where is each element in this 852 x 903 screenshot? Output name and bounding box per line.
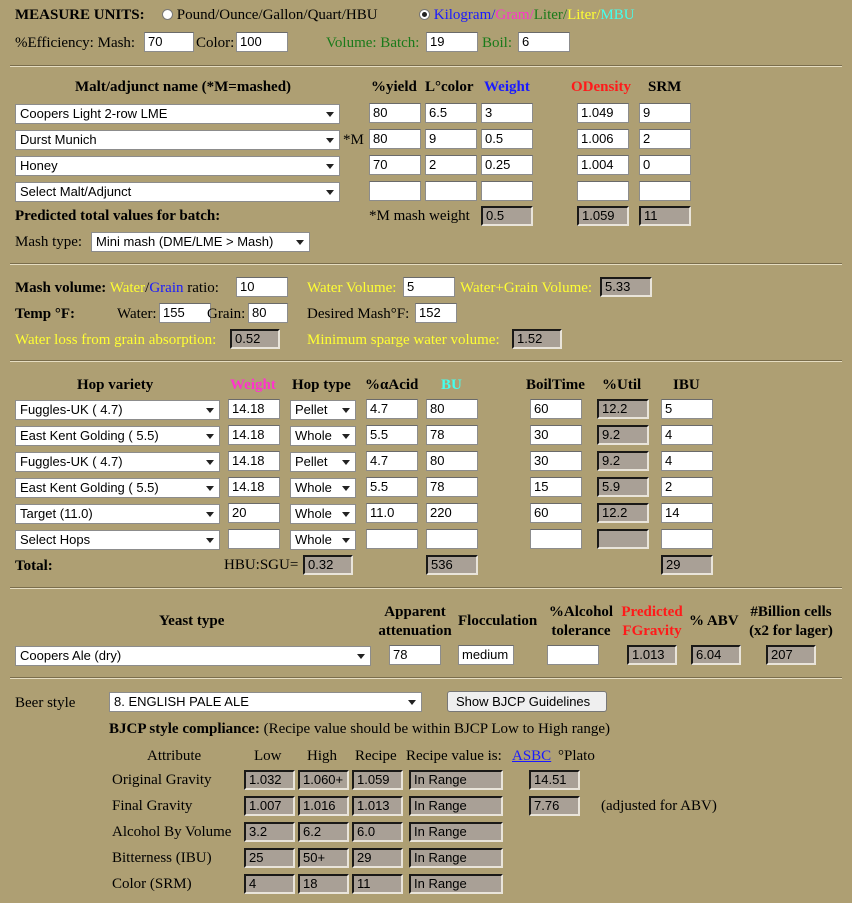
water-grain-volume-label: Water+Grain Volume: — [460, 280, 593, 296]
hop-variety-select[interactable]: Fuggles-UK ( 4.7) — [15, 400, 220, 420]
hop-ibu-input[interactable] — [661, 529, 713, 549]
divider — [10, 677, 842, 679]
hop-acid-input[interactable]: 4.7 — [366, 399, 418, 419]
style-status-value: In Range — [409, 848, 503, 868]
style-note: (adjusted for ABV) — [601, 798, 717, 814]
hop-ibu-header: IBU — [673, 377, 700, 393]
malt-name-select[interactable]: Select Malt/Adjunct — [15, 182, 340, 202]
malt-weight-input[interactable]: 3 — [481, 103, 533, 123]
malt-srm-input[interactable]: 9 — [639, 103, 691, 123]
compliance-note: (Recipe value should be within BJCP Low to High range) — [259, 721, 611, 737]
style-plato-value: 14.51 — [529, 770, 580, 790]
hop-weight-input[interactable]: 14.18 — [228, 399, 280, 419]
water-temp-label: Water: — [117, 306, 157, 322]
style-low-value: 4 — [244, 874, 295, 894]
malt-odensity-input[interactable] — [577, 181, 629, 201]
style-low-value: 25 — [244, 848, 295, 868]
style-recipe-value: 1.059 — [352, 770, 403, 790]
hop-boiltime-input[interactable]: 60 — [530, 503, 582, 523]
hop-util-value: 9.2 — [597, 451, 649, 471]
sparge-volume-value: 1.52 — [512, 329, 562, 349]
metric-radio[interactable] — [419, 9, 430, 20]
ratio-water-label: Water — [109, 280, 146, 296]
hop-variety-select[interactable]: East Kent Golding ( 5.5) — [15, 478, 220, 498]
malt-color-input[interactable]: 2 — [425, 155, 477, 175]
billion-cells-line1: #Billion cells — [750, 604, 832, 620]
asbc-link[interactable]: ASBC — [512, 748, 552, 764]
total-odensity-value: 1.059 — [577, 206, 629, 226]
malt-color-header: L°color — [425, 79, 474, 95]
hop-ibu-input[interactable]: 4 — [661, 425, 713, 445]
hbu-sgu-label: HBU:SGU= — [224, 557, 299, 573]
water-temp-input[interactable]: 155 — [159, 303, 211, 323]
batch-volume-input[interactable]: 19 — [426, 32, 478, 52]
malt-weight-input[interactable]: 0.25 — [481, 155, 533, 175]
hop-weight-input[interactable]: 14.18 — [228, 425, 280, 445]
malt-yield-header: %yield — [371, 79, 417, 95]
hop-variety-select[interactable]: Select Hops — [15, 530, 220, 550]
hop-acid-input[interactable] — [366, 529, 418, 549]
water-loss-label: Water loss from grain absorption: — [15, 332, 217, 348]
metric-liter: Liter — [533, 7, 563, 23]
hop-weight-input[interactable]: 14.18 — [228, 477, 280, 497]
style-low-value: 1.007 — [244, 796, 295, 816]
malt-yield-input[interactable] — [369, 181, 421, 201]
malt-name-select[interactable]: Durst Munich — [15, 130, 340, 150]
malt-srm-header: SRM — [648, 79, 682, 95]
hop-bu-header: BU — [441, 377, 462, 393]
style-high-value: 1.060+ — [298, 770, 349, 790]
yeast-type-header: Yeast type — [159, 613, 225, 629]
malt-total-label: Predicted total values for batch: — [15, 208, 221, 224]
grain-temp-label: Grain: — [207, 306, 246, 322]
style-status-value: In Range — [409, 796, 503, 816]
divider — [10, 587, 842, 589]
hop-ibu-input[interactable]: 2 — [661, 477, 713, 497]
boil-label: Boil: — [482, 35, 513, 51]
hop-variety-select[interactable]: Fuggles-UK ( 4.7) — [15, 452, 220, 472]
style-attribute-label: Original Gravity — [112, 772, 212, 788]
malt-color-input[interactable] — [425, 181, 477, 201]
hop-util-value: 9.2 — [597, 425, 649, 445]
hop-acid-input[interactable]: 5.5 — [366, 425, 418, 445]
recipe-header: Recipe — [355, 748, 397, 764]
hop-type-select[interactable]: Pellet — [290, 400, 356, 420]
hop-util-value — [597, 529, 649, 549]
hop-bu-input[interactable]: 78 — [426, 477, 478, 497]
attribute-header: Attribute — [147, 748, 202, 764]
hop-boiltime-input[interactable]: 60 — [530, 399, 582, 419]
hop-weight-input[interactable]: 14.18 — [228, 451, 280, 471]
attenuation-input[interactable]: 78 — [389, 645, 441, 665]
abv-header: % ABV — [689, 613, 739, 629]
hop-variety-select[interactable]: East Kent Golding ( 5.5) — [15, 426, 220, 446]
compliance-title: BJCP style compliance: — [109, 721, 260, 737]
malt-srm-input[interactable]: 0 — [639, 155, 691, 175]
style-high-value: 1.016 — [298, 796, 349, 816]
metric-slash: / — [596, 7, 601, 23]
metric-gram: Gram — [495, 7, 530, 23]
style-attribute-label: Alcohol By Volume — [112, 824, 232, 840]
mash-volume-label: Mash volume: — [15, 280, 107, 296]
total-ibu-value: 29 — [661, 555, 713, 575]
style-high-value: 6.2 — [298, 822, 349, 842]
abv-value: 6.04 — [691, 645, 741, 665]
water-loss-value: 0.52 — [230, 329, 280, 349]
style-recipe-value: 11 — [352, 874, 403, 894]
malt-srm-input[interactable]: 2 — [639, 129, 691, 149]
hop-type-select[interactable]: Pellet — [290, 452, 356, 472]
mash-weight-value: 0.5 — [481, 206, 533, 226]
style-high-value: 50+ — [298, 848, 349, 868]
malt-weight-input[interactable]: 0.5 — [481, 129, 533, 149]
hop-variety-select[interactable]: Target (11.0) — [15, 504, 220, 524]
hop-total-label: Total: — [15, 558, 53, 574]
predicted-fg-line2: FGravity — [622, 623, 682, 639]
grain-temp-input[interactable]: 80 — [248, 303, 288, 323]
malt-yield-input[interactable]: 70 — [369, 155, 421, 175]
show-bjcp-guidelines-button[interactable]: Show BJCP Guidelines — [447, 691, 607, 712]
divider — [10, 65, 842, 67]
style-attribute-label: Color (SRM) — [112, 876, 192, 892]
malt-color-input[interactable]: 9 — [425, 129, 477, 149]
metric-mbu: MBU — [600, 7, 635, 23]
units-metric-option[interactable] — [419, 7, 635, 24]
hop-bu-input[interactable]: 220 — [426, 503, 478, 523]
ratio-grain-label: Grain — [149, 280, 184, 296]
style-status-value: In Range — [409, 874, 503, 894]
alcohol-tolerance-line1: %Alcohol — [548, 604, 614, 620]
hop-bu-input[interactable]: 78 — [426, 425, 478, 445]
metric-slash: / — [529, 7, 534, 23]
boil-volume-input[interactable]: 6 — [518, 32, 570, 52]
units-label: MEASURE UNITS: — [15, 7, 145, 23]
plato-header: °Plato — [558, 748, 595, 764]
hop-boiltime-input[interactable]: 15 — [530, 477, 582, 497]
billion-cells-value: 207 — [766, 645, 816, 665]
imperial-label: Pound/Ounce/Gallon/Quart/HBU — [176, 7, 378, 23]
hop-variety-header: Hop variety — [77, 377, 154, 393]
hop-type-select[interactable]: Whole — [290, 504, 356, 524]
malt-weight-input[interactable] — [481, 181, 533, 201]
hop-acid-header: %αAcid — [365, 377, 419, 393]
style-attribute-label: Bitterness (IBU) — [112, 850, 212, 866]
hop-type-header: Hop type — [292, 377, 351, 393]
style-status-value: In Range — [409, 822, 503, 842]
attenuation-header-line1: Apparent — [384, 604, 446, 620]
water-volume-label: Water Volume: — [307, 280, 397, 296]
style-attribute-label: Final Gravity — [112, 798, 193, 814]
beer-style-label: Beer style — [15, 695, 76, 711]
malt-odensity-input[interactable]: 1.049 — [577, 103, 629, 123]
hop-type-select[interactable]: Whole — [290, 426, 356, 446]
malt-odensity-input[interactable]: 1.006 — [577, 129, 629, 149]
malt-odensity-header: ODensity — [571, 79, 631, 95]
ratio-slash: / — [145, 280, 150, 296]
predicted-fg-header — [617, 603, 687, 641]
billion-cells-line2: (x2 for lager) — [749, 623, 833, 639]
desired-mash-temp-input[interactable]: 152 — [415, 303, 457, 323]
ratio-label: ratio: — [183, 280, 219, 296]
hop-acid-input[interactable]: 11.0 — [366, 503, 418, 523]
hop-boiltime-input[interactable]: 30 — [530, 425, 582, 445]
color-efficiency-input[interactable]: 100 — [236, 32, 288, 52]
divider — [10, 360, 842, 362]
hop-bu-input[interactable] — [426, 529, 478, 549]
hop-weight-header: Weight — [230, 377, 276, 393]
volume-batch-label: Volume: Batch: — [326, 35, 420, 51]
mash-efficiency-input[interactable]: 70 — [144, 32, 194, 52]
divider — [10, 263, 842, 265]
hop-util-value: 12.2 — [597, 503, 649, 523]
hop-util-value: 12.2 — [597, 399, 649, 419]
hop-bu-input[interactable]: 80 — [426, 451, 478, 471]
desired-mash-temp-label: Desired Mash°F: — [307, 306, 410, 322]
hop-ibu-input[interactable]: 5 — [661, 399, 713, 419]
mashed-marker: *M — [343, 132, 364, 148]
yeast-type-select[interactable]: Coopers Ale (dry) — [15, 646, 371, 666]
style-high-value: 18 — [298, 874, 349, 894]
attenuation-header — [372, 603, 458, 641]
mash-type-select[interactable]: Mini mash (DME/LME > Mash) — [91, 232, 310, 252]
hop-ibu-input[interactable]: 4 — [661, 451, 713, 471]
hop-type-select[interactable]: Whole — [290, 478, 356, 498]
malt-name-select[interactable]: Coopers Light 2-row LME — [15, 104, 340, 124]
imperial-radio[interactable] — [162, 9, 173, 20]
low-header: Low — [254, 748, 282, 764]
hop-acid-input[interactable]: 4.7 — [366, 451, 418, 471]
flocculation-header: Flocculation — [458, 613, 538, 629]
hop-acid-input[interactable]: 5.5 — [366, 477, 418, 497]
hop-boiltime-input[interactable]: 30 — [530, 451, 582, 471]
alcohol-tolerance-header — [545, 603, 617, 641]
hop-type-select[interactable]: Whole — [290, 530, 356, 550]
water-grain-ratio-input[interactable]: 10 — [236, 277, 288, 297]
alcohol-tolerance-line2: tolerance — [551, 623, 611, 639]
style-low-value: 1.032 — [244, 770, 295, 790]
water-grain-volume-value: 5.33 — [600, 277, 652, 297]
hop-util-header: %Util — [602, 377, 642, 393]
predicted-fg-value: 1.013 — [627, 645, 677, 665]
metric-liter-2: Liter — [567, 7, 597, 23]
mash-volume-row — [15, 280, 219, 297]
billion-cells-header — [744, 603, 838, 641]
malt-color-input[interactable]: 6.5 — [425, 103, 477, 123]
style-low-value: 3.2 — [244, 822, 295, 842]
style-plato-value: 7.76 — [529, 796, 580, 816]
beer-style-select[interactable]: 8. ENGLISH PALE ALE — [109, 692, 422, 712]
hop-ibu-input[interactable]: 14 — [661, 503, 713, 523]
mash-weight-label: *M mash weight — [369, 208, 470, 224]
temp-label: Temp °F: — [15, 306, 76, 322]
units-imperial-option[interactable] — [162, 7, 378, 24]
hop-boiltime-input[interactable] — [530, 529, 582, 549]
malt-yield-input[interactable]: 80 — [369, 129, 421, 149]
style-recipe-value: 6.0 — [352, 822, 403, 842]
attenuation-header-line2: attenuation — [378, 623, 452, 639]
predicted-fg-line1: Predicted — [621, 604, 683, 620]
sparge-volume-label: Minimum sparge water volume: — [307, 332, 500, 348]
hop-weight-input[interactable] — [228, 529, 280, 549]
style-status-value: In Range — [409, 770, 503, 790]
water-volume-input[interactable]: 5 — [403, 277, 455, 297]
flocculation-input[interactable]: medium — [458, 645, 514, 665]
metric-slash: / — [562, 7, 568, 23]
style-recipe-value: 29 — [352, 848, 403, 868]
efficiency-mash-label: %Efficiency: Mash: — [15, 35, 136, 51]
malt-srm-input[interactable] — [639, 181, 691, 201]
malt-name-select[interactable]: Honey — [15, 156, 340, 176]
metric-kilogram: Kilogram — [433, 7, 492, 23]
metric-slash: / — [491, 7, 496, 23]
total-bu-value: 536 — [426, 555, 478, 575]
mash-type-label: Mash type: — [15, 234, 83, 250]
malt-weight-header: Weight — [484, 79, 530, 95]
malt-yield-input[interactable]: 80 — [369, 103, 421, 123]
style-recipe-value: 1.013 — [352, 796, 403, 816]
compliance-line — [109, 721, 610, 738]
recipe-value-is-header: Recipe value is: — [406, 748, 502, 764]
hbu-sgu-value: 0.32 — [303, 555, 353, 575]
hop-bu-input[interactable]: 80 — [426, 399, 478, 419]
malt-name-header: Malt/adjunct name (*M=mashed) — [75, 79, 292, 95]
high-header: High — [307, 748, 337, 764]
hop-boiltime-header: BoilTime — [526, 377, 585, 393]
malt-odensity-input[interactable]: 1.004 — [577, 155, 629, 175]
hop-util-value: 5.9 — [597, 477, 649, 497]
efficiency-color-label: Color: — [196, 35, 235, 51]
hop-weight-input[interactable]: 20 — [228, 503, 280, 523]
total-srm-value: 11 — [639, 206, 691, 226]
alcohol-tolerance-input[interactable] — [547, 645, 599, 665]
